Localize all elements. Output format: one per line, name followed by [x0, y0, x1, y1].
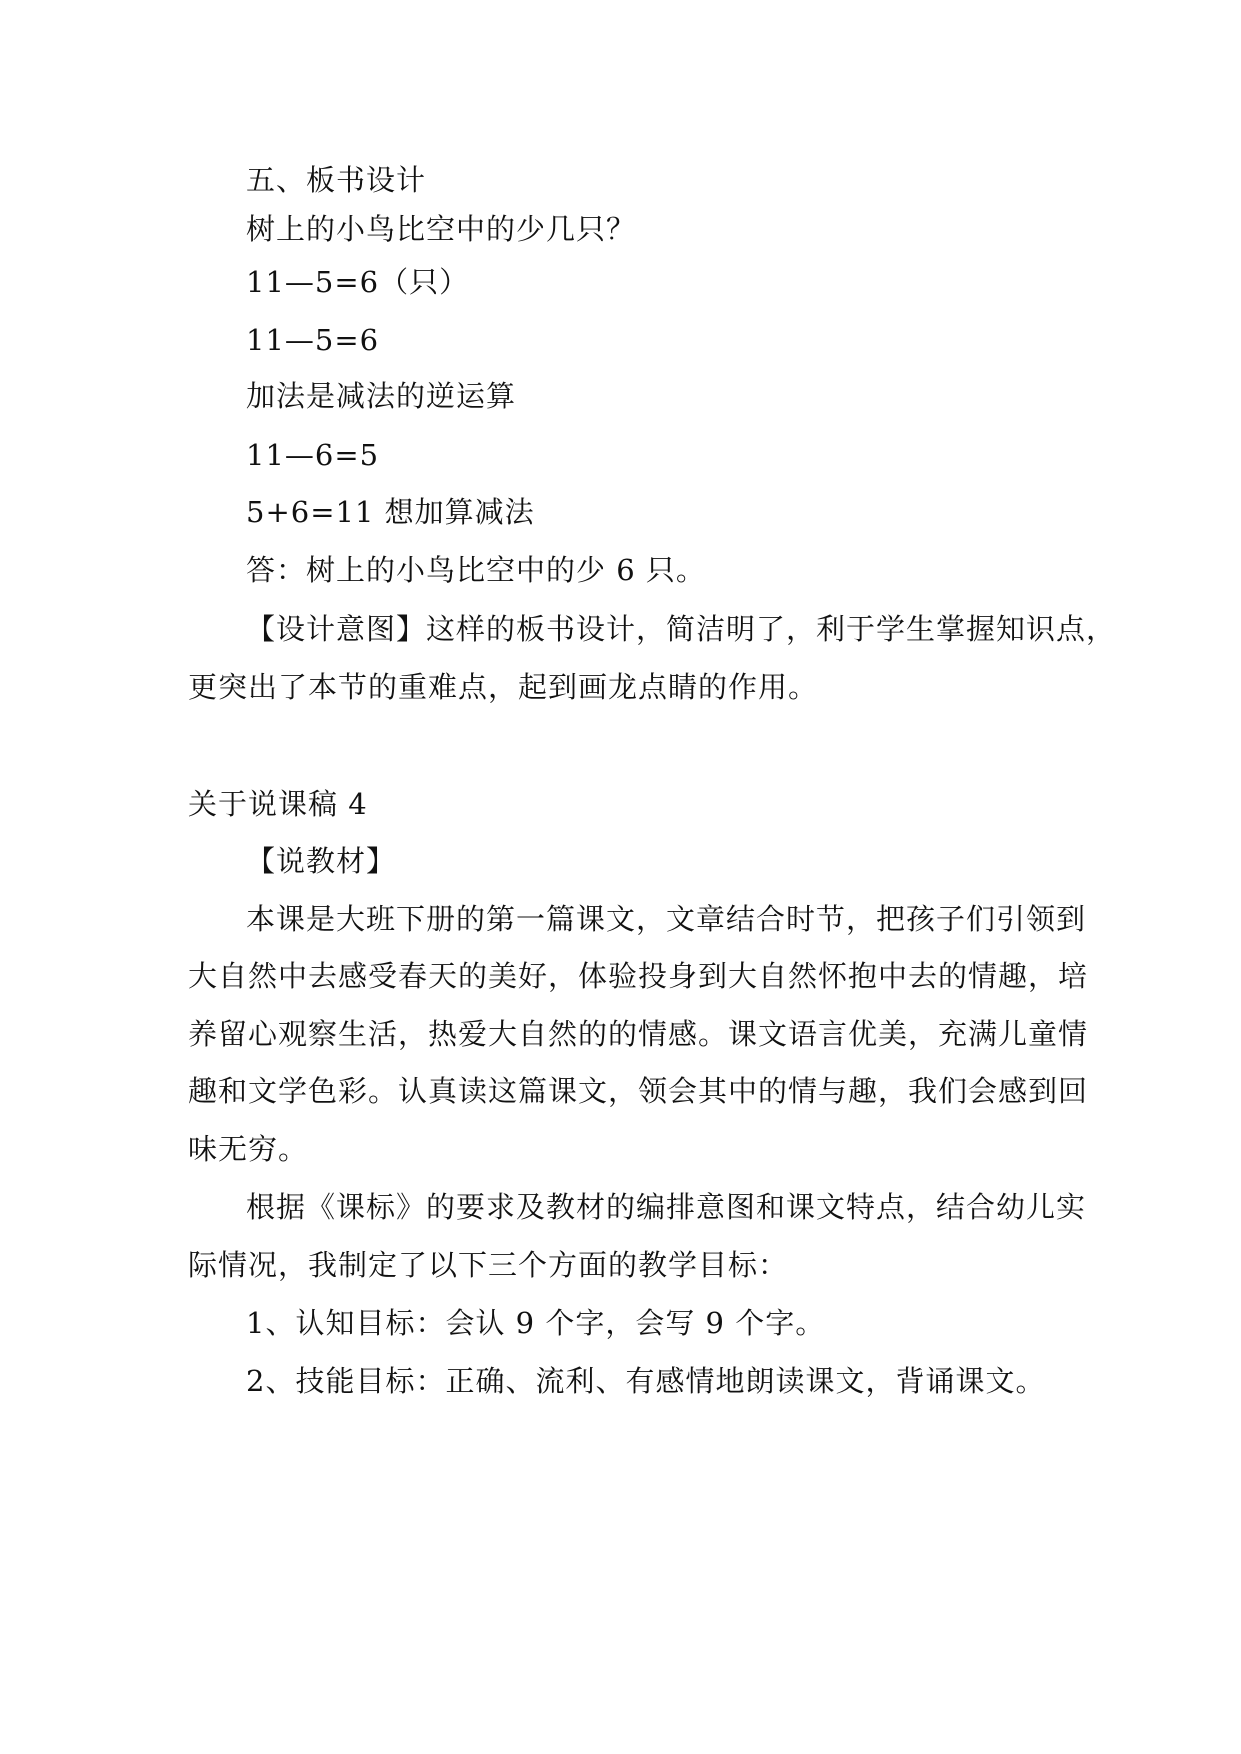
board-line: 答：树上的小鸟比空中的少 6 只。	[246, 553, 706, 587]
board-line: 11—5=6（只）	[246, 265, 470, 299]
article-title: 关于说课稿 4	[188, 787, 368, 821]
paragraph-line: 养留心观察生活，热爱大自然的的情感。课文语言优美，充满儿童情	[188, 1017, 1089, 1051]
paragraph-line: 大自然中去感受春天的美好，体验投身到大自然怀抱中去的情趣，培	[188, 959, 1089, 993]
goal-item: 2、技能目标：正确、流利、有感情地朗读课文，背诵课文。	[246, 1364, 1046, 1398]
paragraph-line: 际情况，我制定了以下三个方面的教学目标：	[188, 1248, 789, 1282]
section-heading: 五、板书设计	[246, 163, 427, 197]
goal-item: 1、认知目标：会认 9 个字，会写 9 个字。	[246, 1306, 826, 1340]
board-line: 加法是减法的逆运算	[246, 379, 517, 413]
board-line: 5+6=11 想加算减法	[246, 495, 535, 529]
board-line: 11—5=6	[246, 323, 380, 357]
design-intent-line: 【设计意图】这样的板书设计，简洁明了，利于学生掌握知识点，	[246, 612, 1117, 646]
board-line: 11—6=5	[246, 438, 380, 472]
board-line: 树上的小鸟比空中的少几只？	[246, 212, 637, 246]
paragraph-line: 本课是大班下册的第一篇课文，文章结合时节，把孩子们引领到	[246, 902, 1087, 936]
paragraph-line: 味无穷。	[188, 1132, 309, 1166]
paragraph-line: 趣和文学色彩。认真读这篇课文，领会其中的情与趣，我们会感到回	[188, 1074, 1089, 1108]
design-intent-line: 更突出了本节的重难点，起到画龙点睛的作用。	[188, 670, 819, 704]
paragraph-line: 根据《课标》的要求及教材的编排意图和课文特点，结合幼儿实	[246, 1190, 1087, 1224]
article-subheading: 【说教材】	[246, 844, 397, 878]
